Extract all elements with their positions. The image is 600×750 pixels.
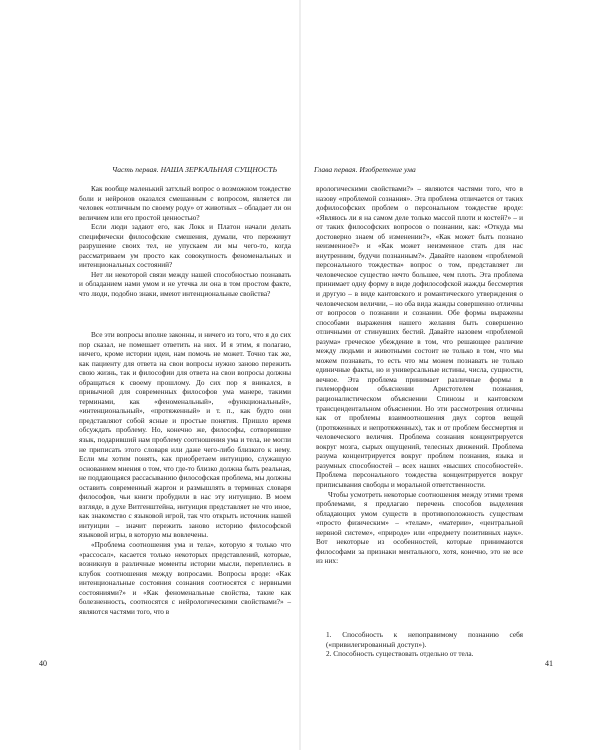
right-page: [300, 0, 600, 750]
paragraph: Если люди задают его, как Локк и Платон начали делать специфически философские смешения, думали, что переживут разрушение своих тел, не упускаем ли мы чего-то, когда рассматриваем ум просто как совокупность феноменальных и интенциональных состояний?: [79, 222, 291, 270]
body-text: [79, 330, 291, 616]
list-item: 2. Способность существовать отдельно от тела.: [326, 649, 474, 659]
running-header: Часть первая. НАША ЗЕРКАЛЬНАЯ СУЩНОСТЬ: [112, 165, 278, 174]
list-item: 1. Способность к непоправимому познанию себя («привилегированный доступ»).: [326, 630, 523, 649]
paragraph: Как вообще маленький затхлый вопрос о возможном тождестве боли и нейронов оказался смешанным с вопросом, является ли человек «отличным по своему роду» от животных – обладает ли он величием или его простой ценностью?: [79, 184, 291, 222]
paragraph: Чтобы усмотреть некоторые соотношения между этими тремя проблемами, я предлагаю перечень способов выделения обладающих умом существ в противоположность существам «просто физическим» – «телам», «материи», «центральной нервной системе», «природе» или «предмету позитивных наук». Вот некоторые из особенностей, которые принимаются философами за признаки ментального, хотя, конечно, это не все из них:: [316, 489, 523, 566]
page-number: 40: [39, 659, 47, 668]
epigraph-block: [79, 184, 291, 299]
paragraph: Нет ли некоторой связи между нашей способностью познавать и обладанием нами умом и не утечка ли она в том простом факте, что люди, подобно знаки, имеют интенциональные свойства?: [79, 269, 291, 299]
paragraph: Все эти вопросы вполне законны, и ничего из того, что я до сих пор сказал, не помешает ответить на них. И я этим, я полагаю, ничего, кроме истории идеи, нам помочь не может. Точно так же, как пациенту для ответа на свои вопросы нужно заново пережить свою жизнь, так и философии для ответа на свои вопросы должны обращаться к своему прошлому. До сих пор я вникался, в привычной для современных философов ума манере, такими терминами, как «феноменальный», «функциональный», «интенциональный», «протяженный» и т. п., как будто они представляют собой ясные и простые понятия. Пришло время обсуждать проблему. Но, конечно же, философы, сотворившие язык, подаривший нам проблему соотношения ума и тела, не могли не приписать этого словаря или даже чего-либо близкого к нему. Если мы хотим понять, как приобретаем интуицию, служащую основанием мнения о том, что где-то близко должна быть реальная, не поддающаяся рассасыванию философская проблема, мы должны оставить современный жаргон и размышлять в терминах словаря философов, чьи книги пробудили в нас эту интуицию. В моем взгляде, в духе Витгенштейна, интуиция представляет не что иное, как знакомство с языковой игрой, так что открыть источник нашей интуиции – значит пережить заново историю философской языковой игры, в которую мы вовлечены.: [79, 330, 291, 540]
page-number: 41: [545, 659, 553, 668]
running-header: Глава первая. Изобретение ума: [314, 165, 416, 174]
numbered-list: [316, 630, 523, 659]
paragraph: врологическими свойствами?» – являются частями того, что в назову «проблемой сознания». Эта проблема отличается от таких дофилософских проблем о персональном тождестве вроде: «Являюсь ли я на самом деле только массой плоти и костей?» – и от таких философских вопросов о познании, как: «Откуда мы достоверно знаем об изменении?», «Как может быть познано неизменное?» и «Как может неизменное стать для нас внутренним, будучи познанным?». Давайте назовем «проблемой персонального тождества» вопрос о том, представляет ли человеческое существо нечто большее, чем плоть. Эта проблема принимает одну форму в виде дофилософской жажды бессмертия и другую – в виде кантовского и романтического утверждения о человеческом величии, – но оба вида жажды совершенно отличны от вопросов о познании и сознании. Обе формы выражены способами выражения нашего желания быть совершенно отличными от стинувших бестий. Давайте назовем «проблемой разума» греческое убеждение в том, что решающее различие между людьми и животными состоит не только в том, что мы можем познавать, то есть что мы можем познавать не только единичные факты, но и универсальные истины, числа, сущности, вечное. Эта проблема принимает различные формы в гилеморфном объяснении Аристотелем познания, рационалистическом объяснении Спинозы и кантовском трансцендентальном объяснении. Но эти рассмотрения отличны как от проблемы взаимоотношения двух сортов вещей (протяженных и непротяженных), так и от проблем бессмертия и человеческого величия. Проблема сознания концентрируется вокруг мозга, сырых ощущений, телесных движений. Проблема разума концентрируется вокруг проблем познания, языка и разумных способностей – всех наших «высших способностей». Проблема персонального тождества концентрируется вокруг приписывания свободы и моральной ответственности.: [316, 184, 523, 489]
paragraph: «Проблема соотношения ума и тела», которую я только что «рассосал», касается только некоторых представлений, которые, возникнув в различные моменты истории мысли, переплелись в клубок соотношения между вопросами. Вопросы вроде: «Как интенциональные состояния сознания соотносятся с нервными состояниями?» и «Как феноменальные свойства, такие как болезненность, соотносятся с нейрологическими свойствами?» – являются частями того, что в: [79, 540, 291, 616]
body-text: [316, 184, 523, 566]
